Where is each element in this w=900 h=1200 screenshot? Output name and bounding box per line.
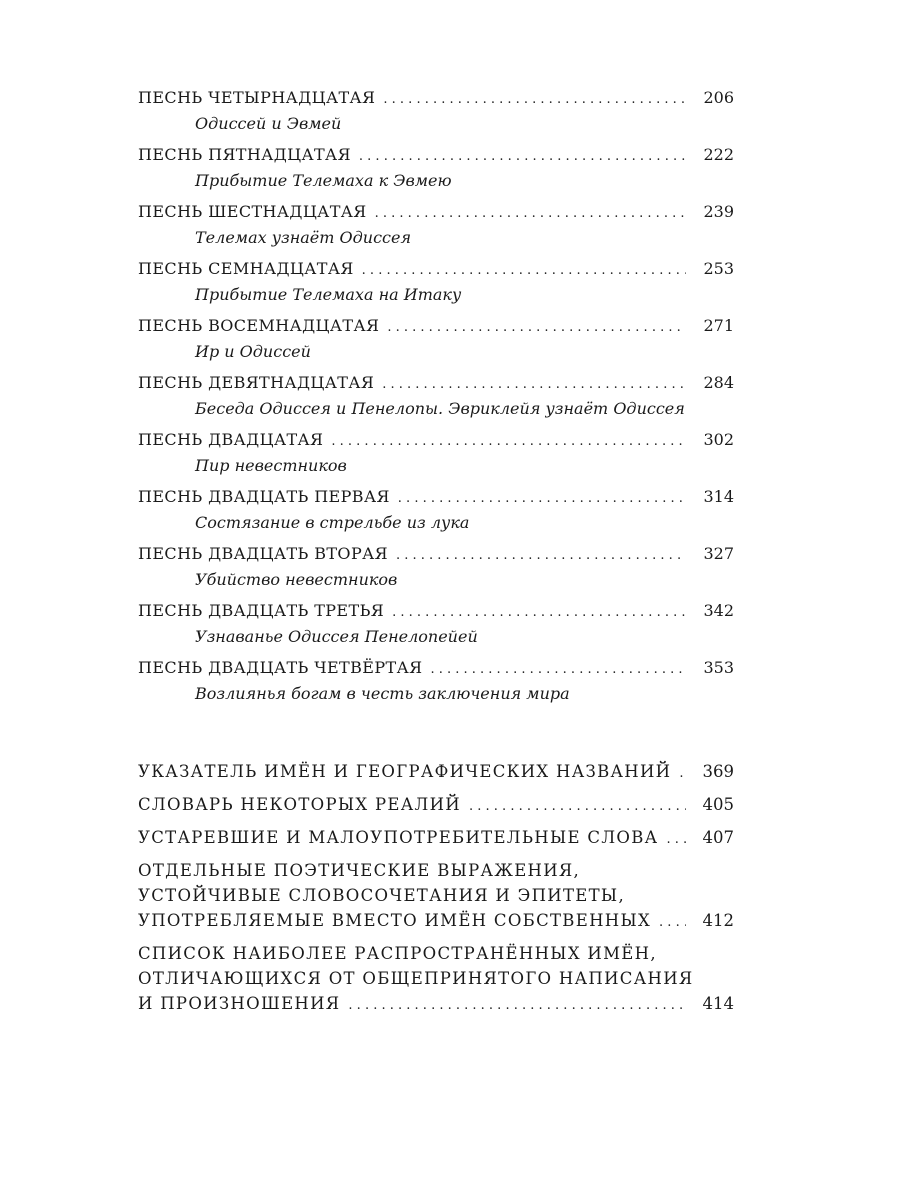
entry-heading-row (138, 825, 734, 850)
appendix-title: УПОТРЕБЛЯЕМЫЕ ВМЕСТО ИМЁН СОБСТВЕННЫХ (138, 911, 652, 930)
dot-leader (331, 434, 686, 449)
entry-heading-row (138, 202, 734, 226)
entry-subtitle: Беседа Одиссея и Пенелопы. Эвриклейя узнаёт Одиссея (195, 399, 685, 418)
toc-entry[interactable] (138, 259, 734, 316)
entry-subtitle: Убийство невестников (195, 570, 398, 589)
entry-title: ПЕСНЬ ПЯТНАДЦАТАЯ (138, 145, 351, 164)
dot-leader (348, 993, 686, 1018)
appendix-title-line: ОТДЕЛЬНЫЕ ПОЭТИЧЕСКИЕ ВЫРАЖЕНИЯ, (138, 861, 581, 880)
dot-leader (392, 605, 686, 620)
toc-entry[interactable] (138, 88, 734, 145)
entry-heading-row (138, 259, 734, 283)
entry-heading-row (138, 430, 734, 454)
entry-heading-row (138, 759, 734, 784)
entry-title: ПЕСНЬ ВОСЕМНАДЦАТАЯ (138, 316, 380, 335)
appendix-title-line: СПИСОК НАИБОЛЕЕ РАСПРОСТРАНЁННЫХ ИМЁН, (138, 944, 657, 963)
entry-title: ПЕСНЬ ДВАДЦАТЬ ЧЕТВЁРТАЯ (138, 658, 423, 677)
toc-entry[interactable] (138, 544, 734, 601)
entry-subtitle: Пир невестников (195, 456, 347, 475)
page-number: 342 (703, 601, 734, 620)
toc-appendix-entry[interactable] (138, 858, 734, 933)
appendix-title: УКАЗАТЕЛЬ ИМЁН И ГЕОГРАФИЧЕСКИХ НАЗВАНИЙ (138, 762, 672, 781)
dot-leader (359, 149, 686, 164)
dot-leader (430, 662, 686, 677)
toc-appendix-entry[interactable] (138, 825, 734, 850)
entry-subtitle: Возлиянья богам в честь заключения мира (195, 684, 570, 703)
entry-subtitle: Узнаванье Одиссея Пенелопейей (195, 627, 478, 646)
entry-heading-row (138, 908, 734, 933)
entry-title: ПЕСНЬ ДВАДЦАТЬ ТРЕТЬЯ (138, 601, 385, 620)
toc-entry[interactable] (138, 487, 734, 544)
entry-title: ПЕСНЬ ШЕСТНАДЦАТАЯ (138, 202, 367, 221)
page-number: 222 (703, 145, 734, 164)
toc-entry[interactable] (138, 658, 734, 715)
toc-entry[interactable] (138, 202, 734, 259)
page-number: 284 (703, 373, 734, 392)
page-number: 327 (703, 544, 734, 563)
dot-leader (679, 761, 686, 786)
entry-subtitle: Одиссей и Эвмей (195, 114, 342, 133)
appendix-title-line: УСТОЙЧИВЫЕ СЛОВОСОЧЕТАНИЯ И ЭПИТЕТЫ, (138, 886, 626, 905)
dot-leader (396, 548, 686, 563)
entry-title: ПЕСНЬ ДВАДЦАТЬ ВТОРАЯ (138, 544, 388, 563)
dot-leader (382, 377, 686, 392)
entry-heading-row (138, 792, 734, 817)
entry-subtitle: Ир и Одиссей (195, 342, 311, 361)
dot-leader (375, 206, 686, 221)
page-number: 302 (703, 430, 734, 449)
page-number: 353 (703, 658, 734, 677)
dot-leader (469, 794, 686, 819)
entry-heading-row (138, 316, 734, 340)
page-number: 253 (703, 259, 734, 278)
toc-entry[interactable] (138, 316, 734, 373)
dot-leader (659, 910, 686, 935)
entry-subtitle: Телемах узнаёт Одиссея (195, 228, 412, 247)
toc-entry[interactable] (138, 373, 734, 430)
page-number: 407 (702, 828, 734, 847)
entry-title: ПЕСНЬ ДЕВЯТНАДЦАТАЯ (138, 373, 375, 392)
toc-appendix-entry[interactable] (138, 941, 734, 1016)
entry-subtitle: Прибытие Телемаха на Итаку (195, 285, 462, 304)
appendix-title: СЛОВАРЬ НЕКОТОРЫХ РЕАЛИЙ (138, 795, 461, 814)
entry-heading-row (138, 601, 734, 625)
dot-leader (666, 827, 686, 852)
entry-heading-row (138, 373, 734, 397)
appendix-title: УСТАРЕВШИЕ И МАЛОУПОТРЕБИТЕЛЬНЫЕ СЛОВА (138, 828, 659, 847)
appendix-title: И ПРОИЗНОШЕНИЯ (138, 994, 341, 1013)
page-number: 239 (703, 202, 734, 221)
entry-title: ПЕСНЬ ДВАДЦАТАЯ (138, 430, 324, 449)
table-of-contents (138, 88, 734, 1024)
page-number: 314 (703, 487, 734, 506)
entry-title: ПЕСНЬ СЕМНАДЦАТАЯ (138, 259, 354, 278)
dot-leader (398, 491, 686, 506)
entry-heading-row (138, 145, 734, 169)
entry-heading-row (138, 487, 734, 511)
appendices-list (138, 759, 734, 1016)
page-number: 206 (703, 88, 734, 107)
dot-leader (383, 92, 686, 107)
page-number: 405 (702, 795, 734, 814)
entry-subtitle: Состязание в стрельбе из лука (195, 513, 470, 532)
toc-entry[interactable] (138, 145, 734, 202)
entry-heading-row (138, 991, 734, 1016)
entry-title: ПЕСНЬ ЧЕТЫРНАДЦАТАЯ (138, 88, 376, 107)
page-number: 369 (702, 762, 734, 781)
entry-title: ПЕСНЬ ДВАДЦАТЬ ПЕРВАЯ (138, 487, 390, 506)
entry-subtitle: Прибытие Телемаха к Эвмею (195, 171, 452, 190)
dot-leader (362, 263, 686, 278)
toc-appendix-entry[interactable] (138, 759, 734, 784)
appendix-title-line: ОТЛИЧАЮЩИХСЯ ОТ ОБЩЕПРИНЯТОГО НАПИСАНИЯ (138, 969, 694, 988)
toc-entry[interactable] (138, 430, 734, 487)
songs-list (138, 88, 734, 715)
page-number: 271 (703, 316, 734, 335)
entry-heading-row (138, 88, 734, 112)
dot-leader (387, 320, 686, 335)
page-number: 412 (702, 911, 734, 930)
toc-appendix-entry[interactable] (138, 792, 734, 817)
page-number: 414 (702, 994, 734, 1013)
toc-entry[interactable] (138, 601, 734, 658)
entry-heading-row (138, 544, 734, 568)
entry-heading-row (138, 658, 734, 682)
